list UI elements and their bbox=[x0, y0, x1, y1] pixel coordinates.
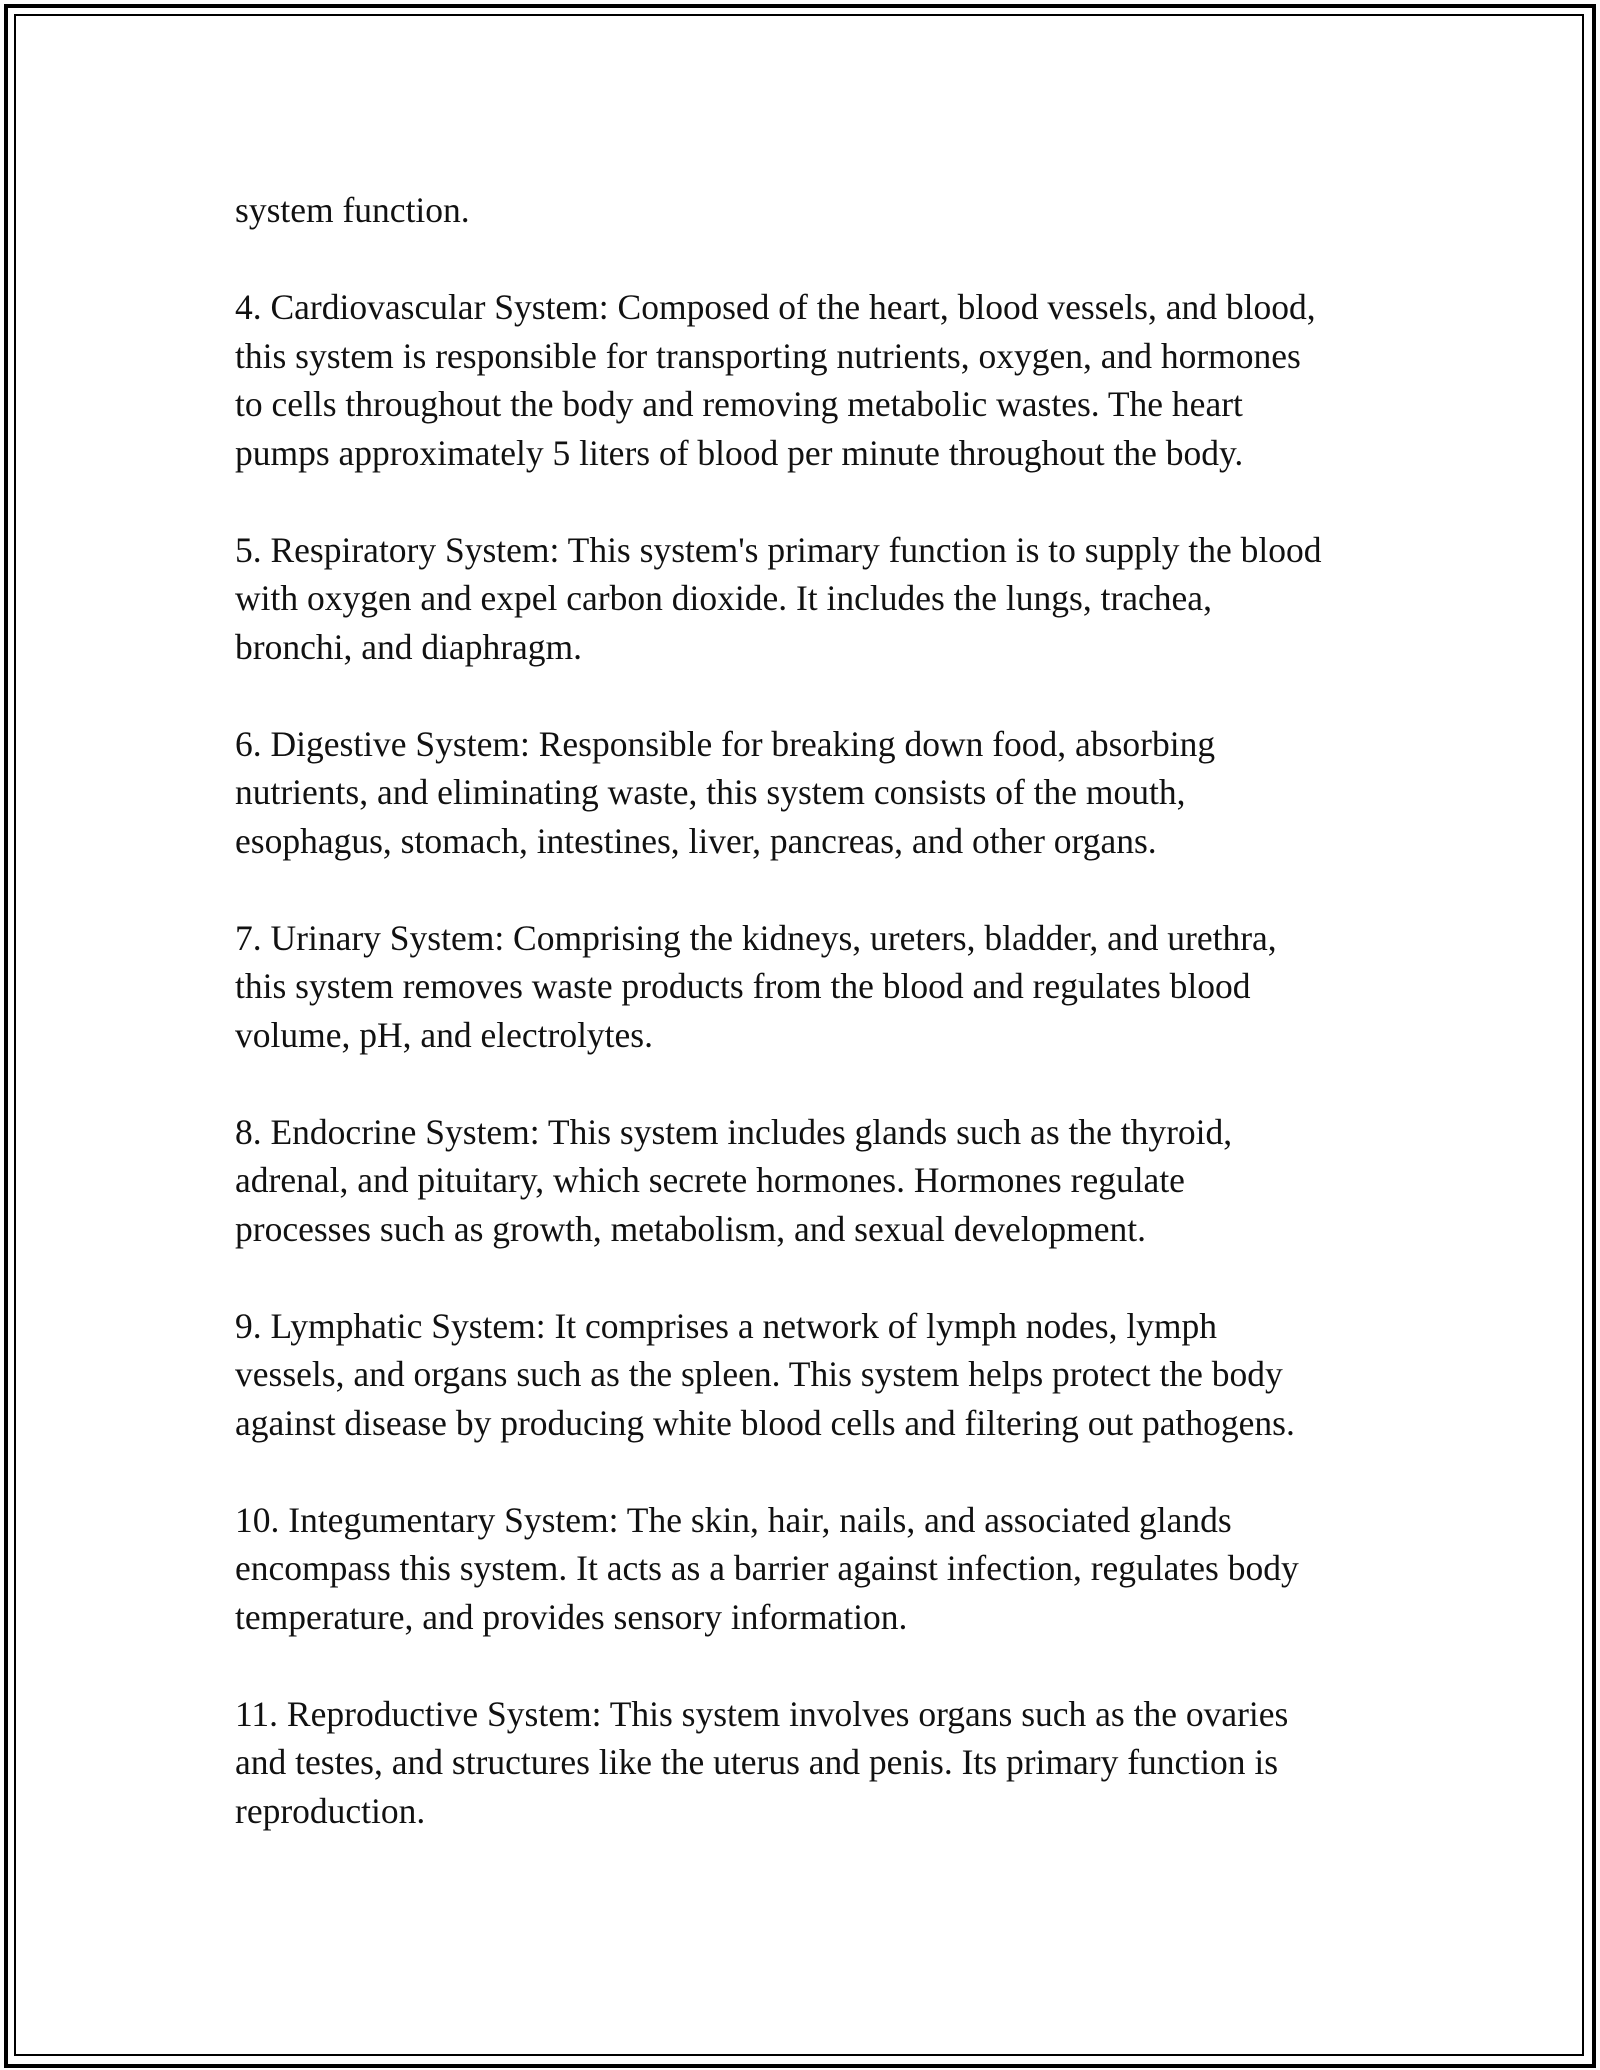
paragraph-urinary-system: 7. Urinary System: Comprising the kidneys, ureters, bladder, and urethra, this system removes waste products from the blood and regulates blood volume, pH, and electrolytes. bbox=[235, 917, 1277, 1055]
paragraph-integumentary-system: 10. Integumentary System: The skin, hair, nails, and associated glands encompass this system. It acts as a barrier against infection, regulates body temperature, and provides sensory information. bbox=[235, 1499, 1299, 1637]
paragraph-continuation: system function. bbox=[235, 190, 470, 230]
paragraph-reproductive-system: 11. Reproductive System: This system involves organs such as the ovaries and testes, and structures like the uterus and penis. Its primary function is reproduction. bbox=[235, 1693, 1289, 1831]
paragraph-lymphatic-system: 9. Lymphatic System: It comprises a network of lymph nodes, lymph vessels, and organs such as the spleen. This system helps protect the body against disease by producing white blood cells and filtering out pathogens. bbox=[235, 1305, 1295, 1443]
paragraph-cardiovascular-system: 4. Cardiovascular System: Composed of the heart, blood vessels, and blood, this system is responsible for transporting nutrients, oxygen, and hormones to cells throughout the body and removing metabolic wastes. The heart pumps approximately 5 liters of blood per minute throughout the body. bbox=[235, 287, 1316, 473]
document-body bbox=[235, 186, 1385, 1835]
paragraph-digestive-system: 6. Digestive System: Responsible for breaking down food, absorbing nutrients, and eliminating waste, this system consists of the mouth, esophagus, stomach, intestines, liver, pancreas, and other organs. bbox=[235, 723, 1216, 861]
paragraph-respiratory-system: 5. Respiratory System: This system's primary function is to supply the blood with oxygen and expel carbon dioxide. It includes the lungs, trachea, bronchi, and diaphragm. bbox=[235, 529, 1322, 667]
paragraph-endocrine-system: 8. Endocrine System: This system includes glands such as the thyroid, adrenal, and pituitary, which secrete hormones. Hormones regulate processes such as growth, metabolism, and sexual development. bbox=[235, 1111, 1233, 1249]
